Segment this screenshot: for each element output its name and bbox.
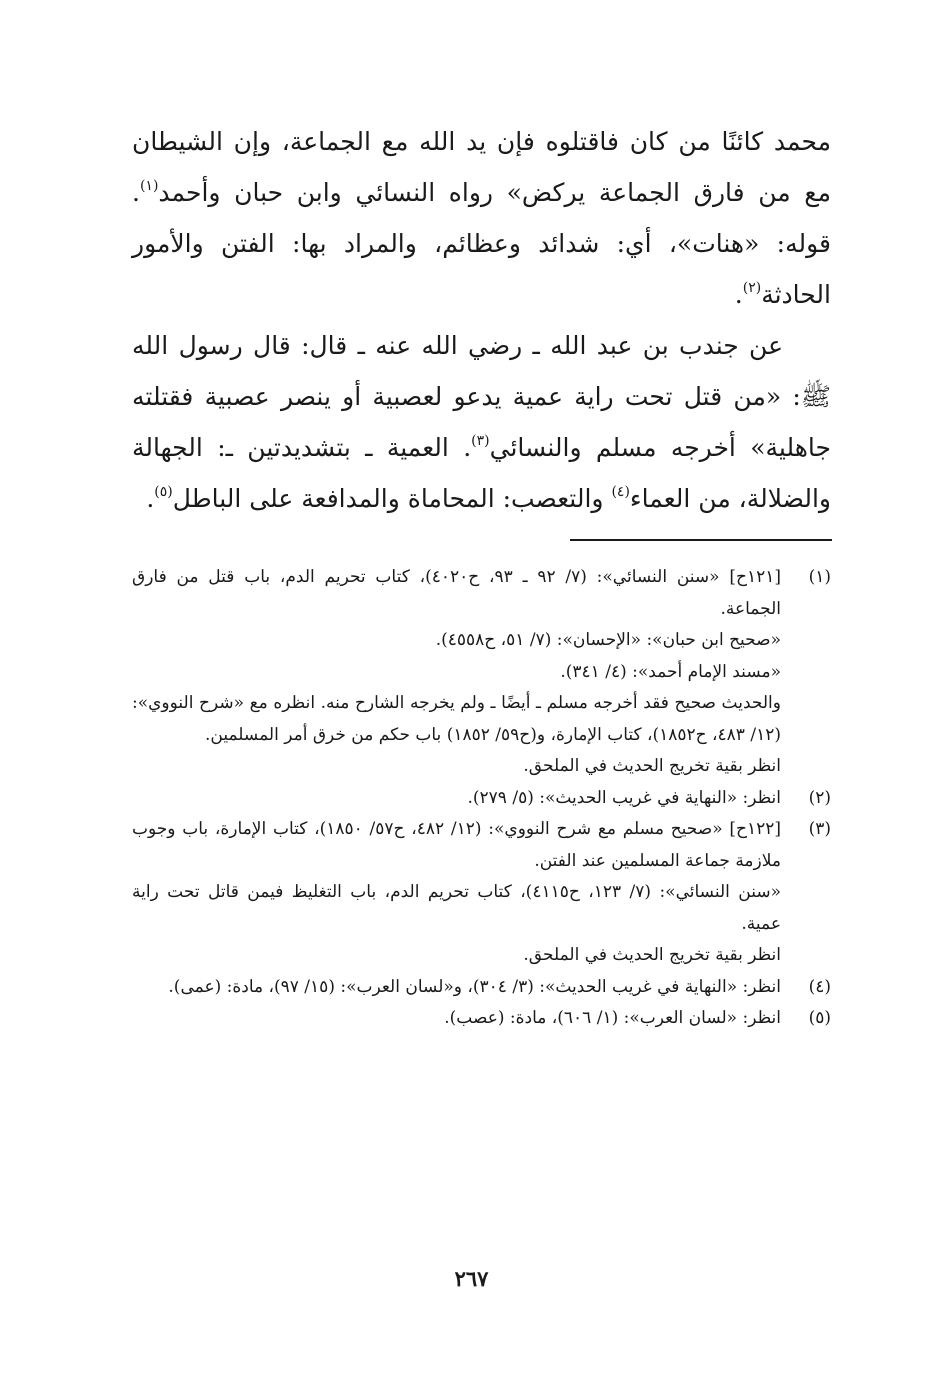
paragraph-text: عن جندب بن عبد الله ـ رضي الله عنه ـ قال: قال رسول الله ﷺ: «من قتل تحت راية عمية يدعو لعصبية أو ينصر عصبية فقتلته جاهلية» أخرجه مسلم والنسائي <box>132 331 831 462</box>
paragraph-text: محمد كائنًا من كان فاقتلوه فإن يد الله مع الجماعة، وإن الشيطان مع من فارق الجماعة يركض» رواه النسائي وابن حبان وأحمد <box>132 127 831 207</box>
footnote-1 <box>132 562 831 783</box>
footnote-ref-5[interactable]: (٥) <box>154 483 173 500</box>
paragraph-text: والتعصب: المحاماة والمدافعة على الباطل <box>172 484 612 513</box>
footnote-line: انظر بقية تخريج الحديث في الملحق. <box>523 756 781 776</box>
paragraph-text: . قوله: «هنات»، أي: شدائد وعظائم، والمراد بها: الفتن والأمور الحادثة <box>132 178 831 309</box>
footnote-body <box>132 562 781 783</box>
footnote-4 <box>132 972 831 1004</box>
footnote-line: [١٢١ح] «سنن النسائي»: (٧/ ٩٢ ـ ٩٣، ح٤٠٢٠)، كتاب تحريم الدم، باب قتل من فارق الجماعة. <box>132 567 782 619</box>
footnote-body <box>132 783 781 815</box>
footnote-body <box>132 1003 781 1035</box>
main-text <box>132 116 831 524</box>
footnote-line: «صحيح ابن حبان»: «الإحسان»: (٧/ ٥١، ح٤٥٥٨). <box>435 630 781 650</box>
footnote-line: انظر: «النهاية في غريب الحديث»: (٣/ ٣٠٤)، و«لسان العرب»: (١٥/ ٩٧)، مادة: (عمى). <box>168 976 781 997</box>
footnote-number: (٣) <box>808 819 831 839</box>
footnote-5 <box>132 1003 831 1035</box>
footnote-line: انظر: «النهاية في غريب الحديث»: (٥/ ٢٧٩). <box>467 787 781 808</box>
footnote-line: «مسند الإمام أحمد»: (٤/ ٣٤١). <box>560 661 781 682</box>
footnote-2 <box>132 783 831 815</box>
footnote-3 <box>132 814 831 972</box>
footnote-ref-2[interactable]: (٢) <box>742 279 762 296</box>
paragraph-text: . <box>146 484 155 513</box>
paragraph-text: . <box>734 280 743 309</box>
main-paragraph-2 <box>132 320 831 524</box>
footnote-number: (١) <box>808 567 831 587</box>
footnote-line: انظر بقية تخريج الحديث في الملحق. <box>523 945 781 965</box>
footnote-number: (٥) <box>808 1008 831 1028</box>
page-number: ٢٦٧ <box>454 1266 489 1291</box>
footnote-number: (٤) <box>808 976 831 997</box>
footnote-line: انظر: «لسان العرب»: (١/ ٦٠٦)، مادة: (عصب). <box>444 1008 781 1028</box>
footnote-line: «سنن النسائي»: (٧/ ١٢٣، ح٤١١٥)، كتاب تحريم الدم، باب التغليظ فيمن قاتل تحت راية عمية. <box>132 882 781 934</box>
footnote-ref-1[interactable]: (١) <box>139 177 159 194</box>
footnote-line: والحديث صحيح فقد أخرجه مسلم ـ أيضًا ـ ولم يخرجه الشارح منه. انظره مع «شرح النووي»: (١٢/ ٤٨٣، ح١٨٥٢)، كتاب الإمارة، و(ح٥٩/ ١٨٥٢) باب حكم من خرق أمر المسلمين. <box>132 693 781 745</box>
footnote-line: [١٢٢ح] «صحيح مسلم مع شرح النووي»: (١٢/ ٤٨٢، ح٥٧/ ١٨٥٠)، كتاب الإمارة، باب وجوب ملازمة جماعة المسلمين عند الفتن. <box>132 819 782 871</box>
footnote-number: (٢) <box>808 787 831 808</box>
main-paragraph-1 <box>132 116 831 320</box>
footnote-separator <box>570 539 832 541</box>
footnotes <box>132 562 831 1035</box>
paragraph-text: . العمية ـ بتشديدتين ـ: الجهالة والضلالة، من العماء <box>132 433 831 513</box>
footnote-ref-3[interactable]: (٣) <box>471 432 490 449</box>
footnote-ref-4[interactable]: (٤) <box>611 483 630 500</box>
footnote-body <box>132 814 781 972</box>
footnote-body <box>132 972 781 1004</box>
